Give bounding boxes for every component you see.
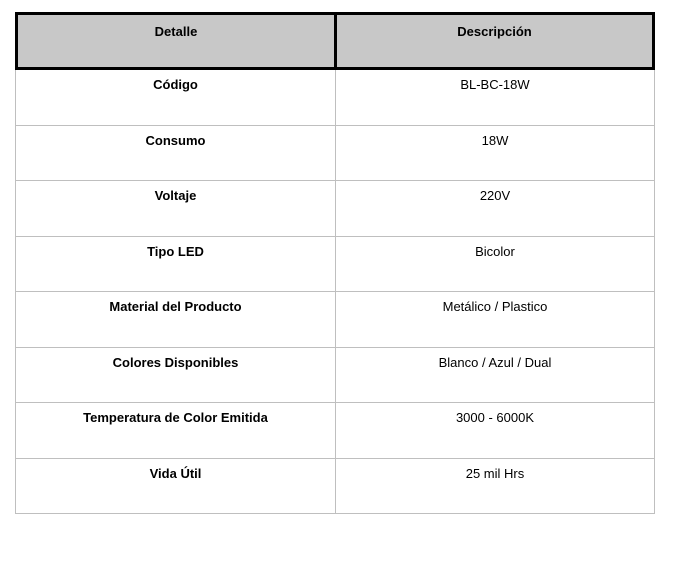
row-value: 25 mil Hrs <box>465 465 525 481</box>
table-row <box>16 459 654 515</box>
table-row <box>16 70 654 126</box>
table-row <box>16 181 654 237</box>
header-detail: Detalle <box>15 12 337 70</box>
row-value: 220V <box>479 188 511 203</box>
row-label: Vida Útil <box>16 459 336 514</box>
header-description: Descripción <box>334 12 655 70</box>
row-label: Temperatura de Color Emitida <box>16 403 336 458</box>
row-label: Material del Producto <box>16 292 336 347</box>
row-value: Metálico / Plastico <box>442 299 548 314</box>
row-label: Código <box>16 70 336 125</box>
row-label: Consumo <box>16 126 336 181</box>
table-row <box>16 237 654 293</box>
table-row <box>16 348 654 404</box>
row-value: 18W <box>481 132 509 148</box>
row-label: Colores Disponibles <box>16 348 336 403</box>
table-header-row <box>15 12 655 70</box>
spec-table <box>15 12 655 514</box>
row-value: Blanco / Azul / Dual <box>438 354 552 370</box>
row-value: Bicolor <box>475 243 515 259</box>
row-label: Voltaje <box>16 181 336 236</box>
table-body <box>15 70 655 514</box>
table-row <box>16 292 654 348</box>
table-row <box>16 403 654 459</box>
row-value: BL-BC-18W <box>460 77 530 92</box>
table-row <box>16 126 654 182</box>
row-value: 3000 - 6000K <box>455 410 535 425</box>
row-label: Tipo LED <box>16 237 336 292</box>
